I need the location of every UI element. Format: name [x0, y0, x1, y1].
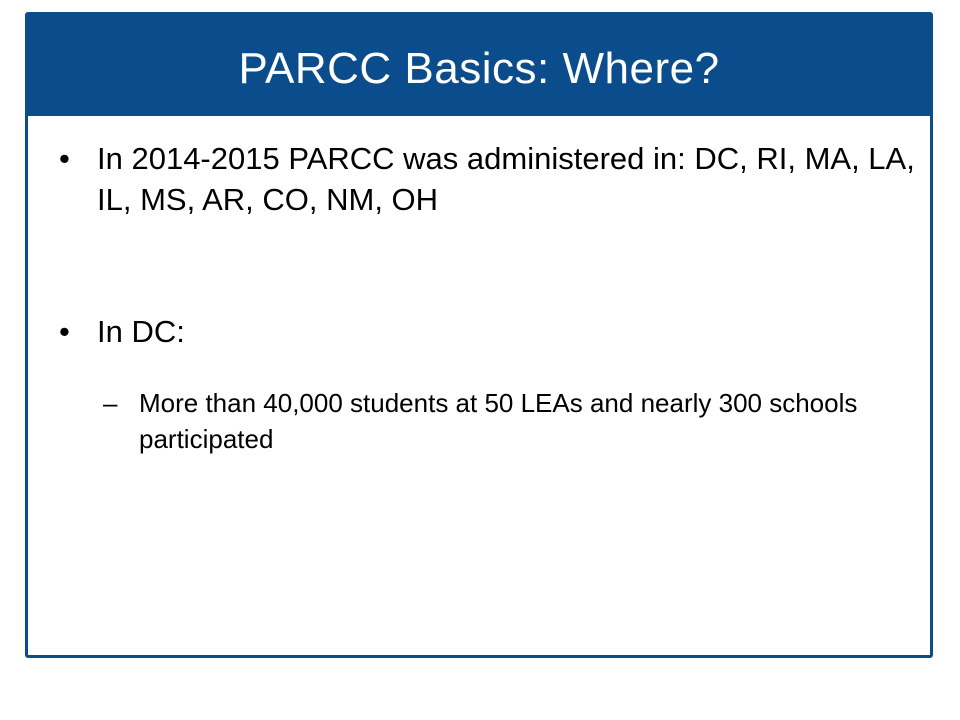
slide-frame — [25, 12, 933, 658]
sub-bullet-marker: – — [103, 388, 118, 418]
bullet-text-states: In 2014-2015 PARCC was administered in: DC, RI, MA, LA, IL, MS, AR, CO, NM, OH — [97, 141, 915, 217]
bullet-text-dc: In DC: — [97, 314, 185, 349]
slide-title: PARCC Basics: Where? — [238, 44, 720, 93]
bullet-item-states — [59, 138, 919, 220]
sub-bullet-text-dc-participation: More than 40,000 students at 50 LEAs and nearly 300 schools participated — [139, 388, 858, 454]
sub-bullet-dc-participation — [103, 385, 923, 457]
bullet-marker: • — [59, 314, 70, 349]
bullet-marker: • — [59, 141, 70, 176]
title-bar — [28, 15, 930, 116]
bullet-item-dc — [59, 311, 919, 352]
